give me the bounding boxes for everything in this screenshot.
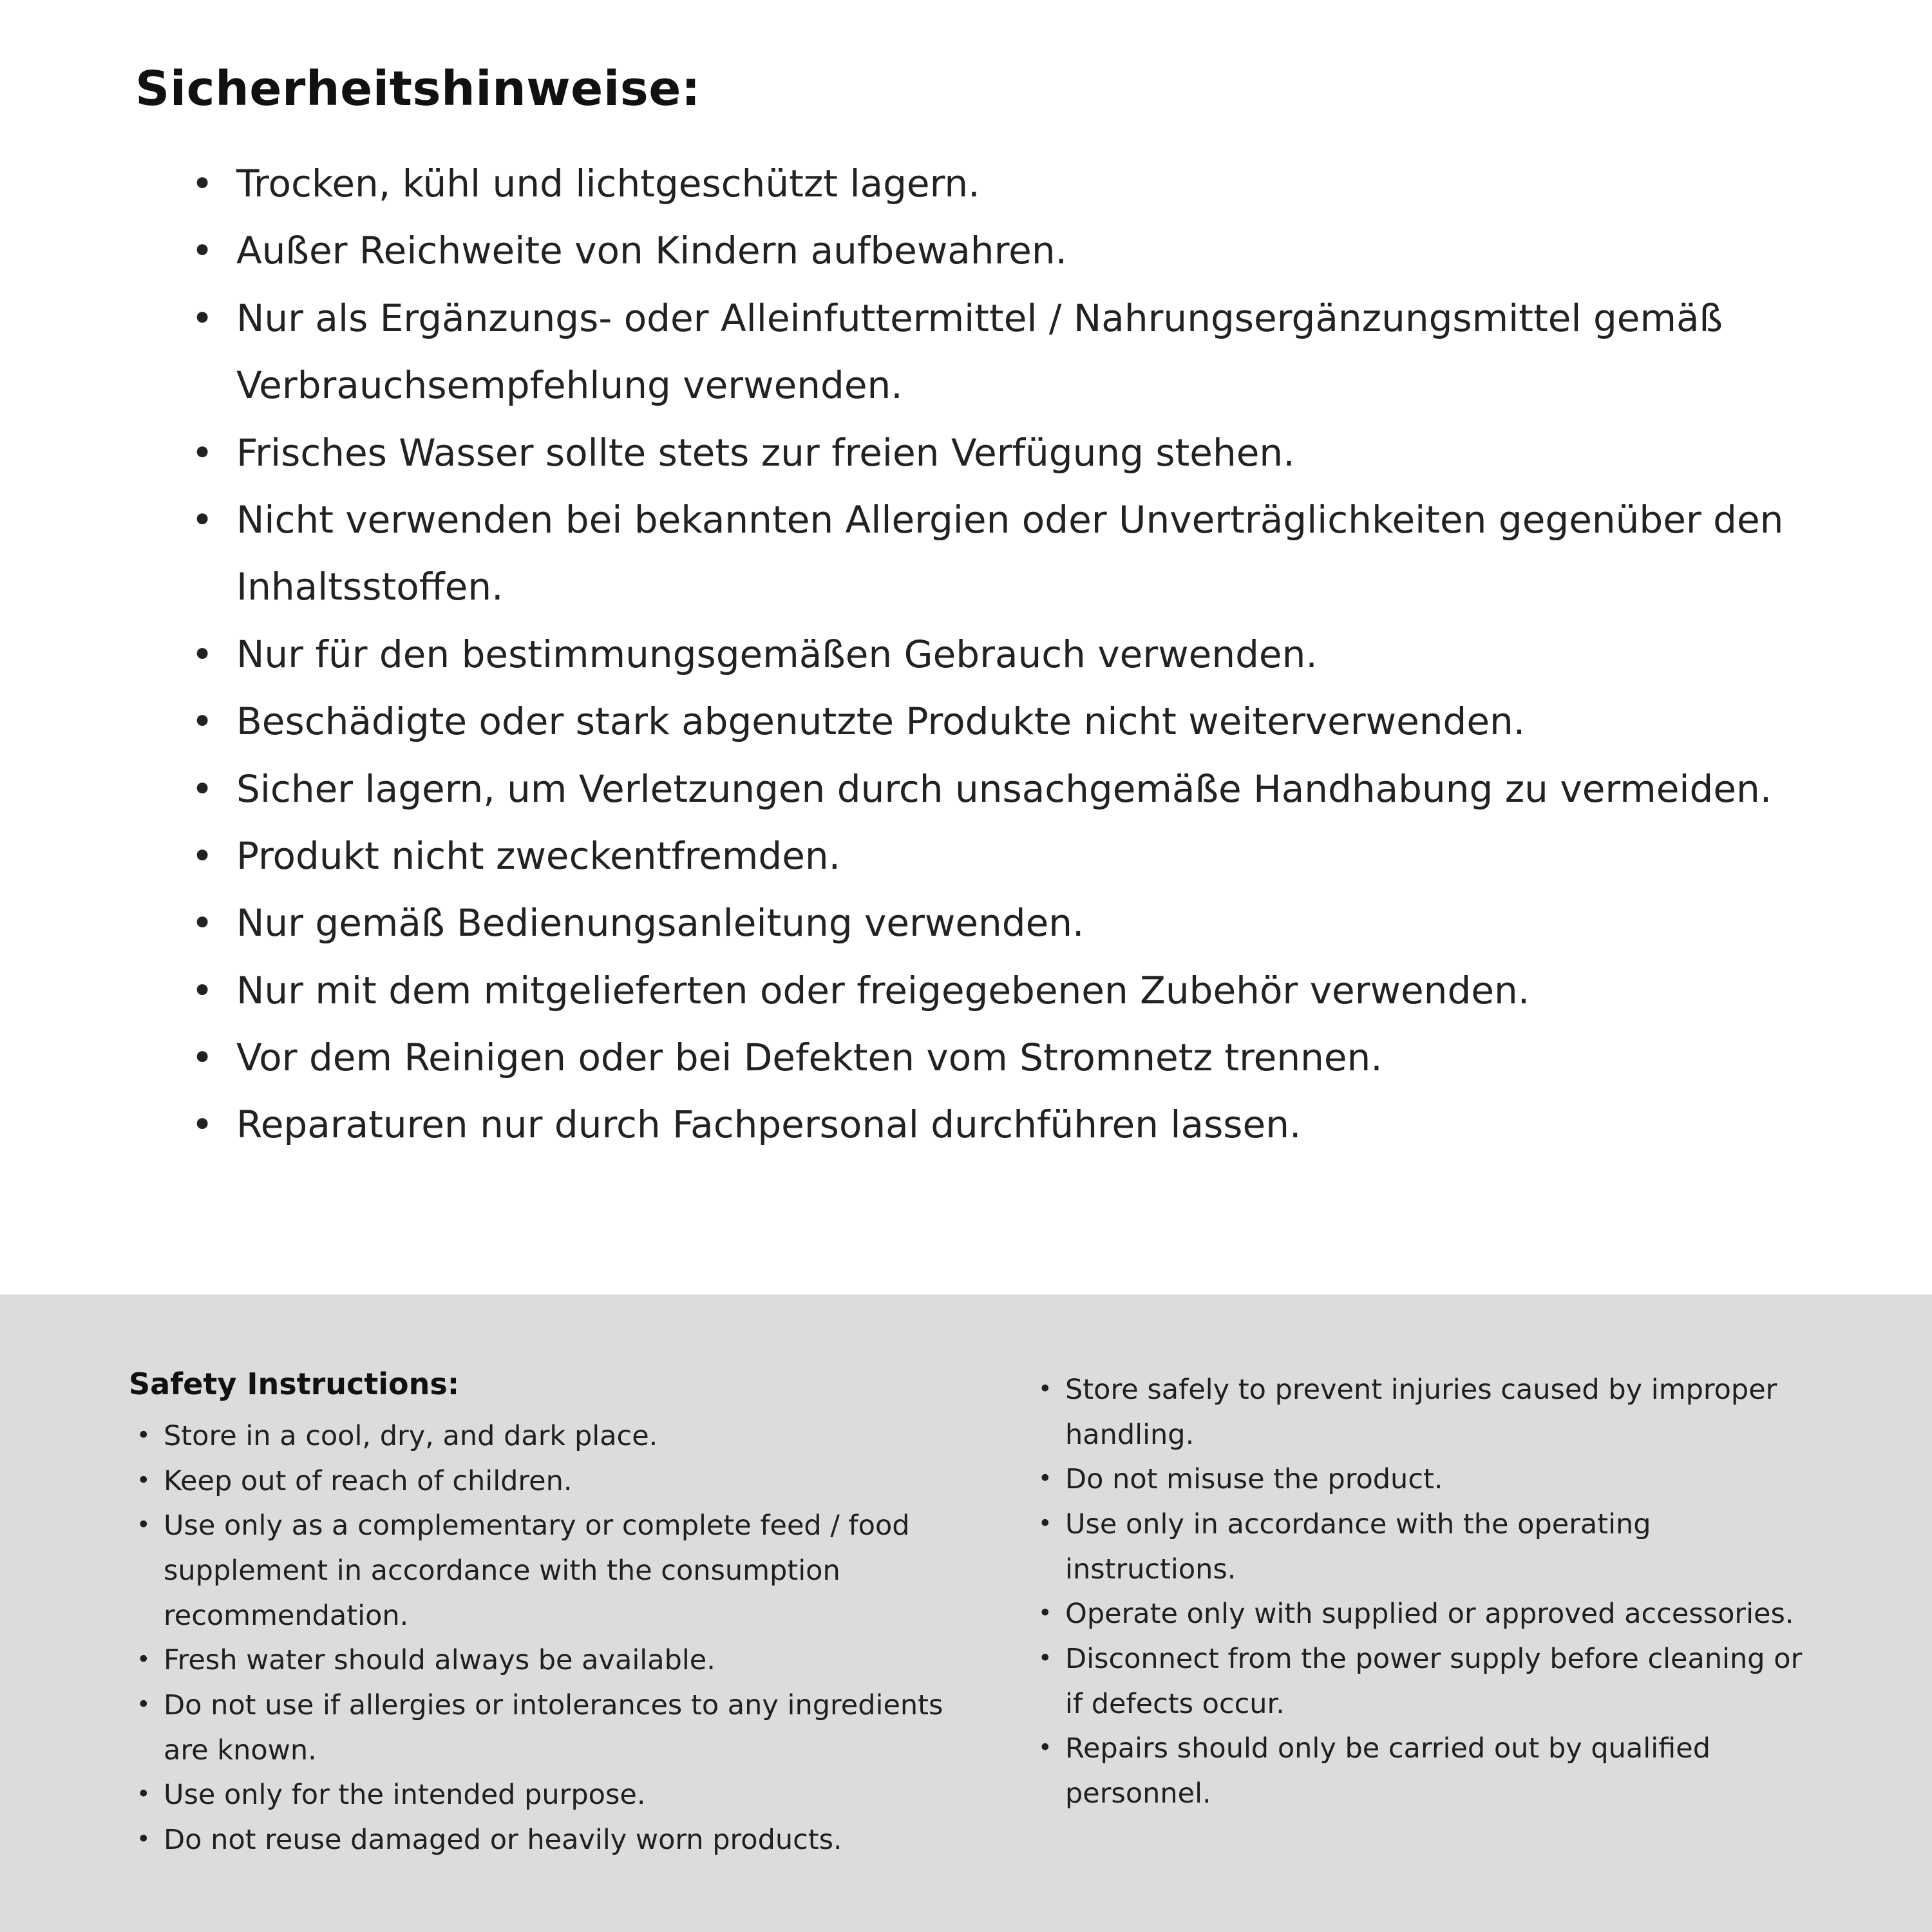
english-safety-list-right [1030,1368,1823,1817]
german-safety-item: • Produkt nicht zweckentfremden. [171,822,1823,889]
german-safety-item: • Nicht verwenden bei bekannten Allergien oder Unverträglichkeiten gegenüber den Inhaltsstoffen. [171,486,1823,621]
english-safety-item: • Do not misuse the product. [1030,1457,1823,1502]
english-safety-item: • Keep out of reach of children. [129,1459,985,1504]
english-safety-item: • Do not reuse damaged or heavily worn products. [129,1818,985,1863]
german-safety-list [135,150,1823,1159]
english-safety-list-left [129,1414,985,1863]
german-safety-item: • Frisches Wasser sollte stets zur freien Verfügung stehen. [171,419,1823,486]
english-safety-item: • Operate only with supplied or approved accessories. [1030,1592,1823,1637]
english-safety-item: • Store in a cool, dry, and dark place. [129,1414,985,1459]
german-safety-item: • Reparaturen nur durch Fachpersonal durchführen lassen. [171,1091,1823,1158]
german-safety-item: • Nur als Ergänzungs- oder Alleinfuttermittel / Nahrungsergänzungsmittel gemäß Verbrauchsempfehlung verwenden. [171,285,1823,419]
english-right-column [1030,1367,1823,1932]
german-safety-item: • Nur mit dem mitgelieferten oder freigegebenen Zubehör verwenden. [171,957,1823,1024]
english-section [0,1294,1932,1932]
english-safety-item: • Use only for the intended purpose. [129,1773,985,1818]
english-safety-item: • Fresh water should always be available. [129,1638,985,1683]
english-safety-item: • Use only as a complementary or complete feed / food supplement in accordance with the consumption recommendation. [129,1504,985,1638]
english-safety-item: • Use only in accordance with the operating instructions. [1030,1502,1823,1592]
english-safety-item: • Store safely to prevent injuries caused by improper handling. [1030,1368,1823,1457]
german-title: Sicherheitshinweise: [135,61,701,117]
english-title: Safety Instructions: [129,1367,460,1401]
english-safety-item: • Disconnect from the power supply before cleaning or if defects occur. [1030,1637,1823,1727]
english-safety-item: • Repairs should only be carried out by qualified personnel. [1030,1727,1823,1816]
german-safety-item: • Nur gemäß Bedienungsanleitung verwenden. [171,889,1823,956]
german-safety-item: • Beschädigte oder stark abgenutzte Produkte nicht weiterverwenden. [171,688,1823,755]
german-safety-item: • Nur für den bestimmungsgemäßen Gebrauch verwenden. [171,621,1823,688]
german-safety-item: • Sicher lagern, um Verletzungen durch unsachgemäße Handhabung zu vermeiden. [171,755,1823,822]
english-left-column [129,1367,985,1932]
german-safety-item: • Vor dem Reinigen oder bei Defekten vom Stromnetz trennen. [171,1024,1823,1091]
german-safety-item: • Trocken, kühl und lichtgeschützt lagern. [171,150,1823,217]
english-safety-item: • Do not use if allergies or intolerances to any ingredients are known. [129,1683,985,1773]
german-safety-item: • Außer Reichweite von Kindern aufbewahren. [171,217,1823,284]
